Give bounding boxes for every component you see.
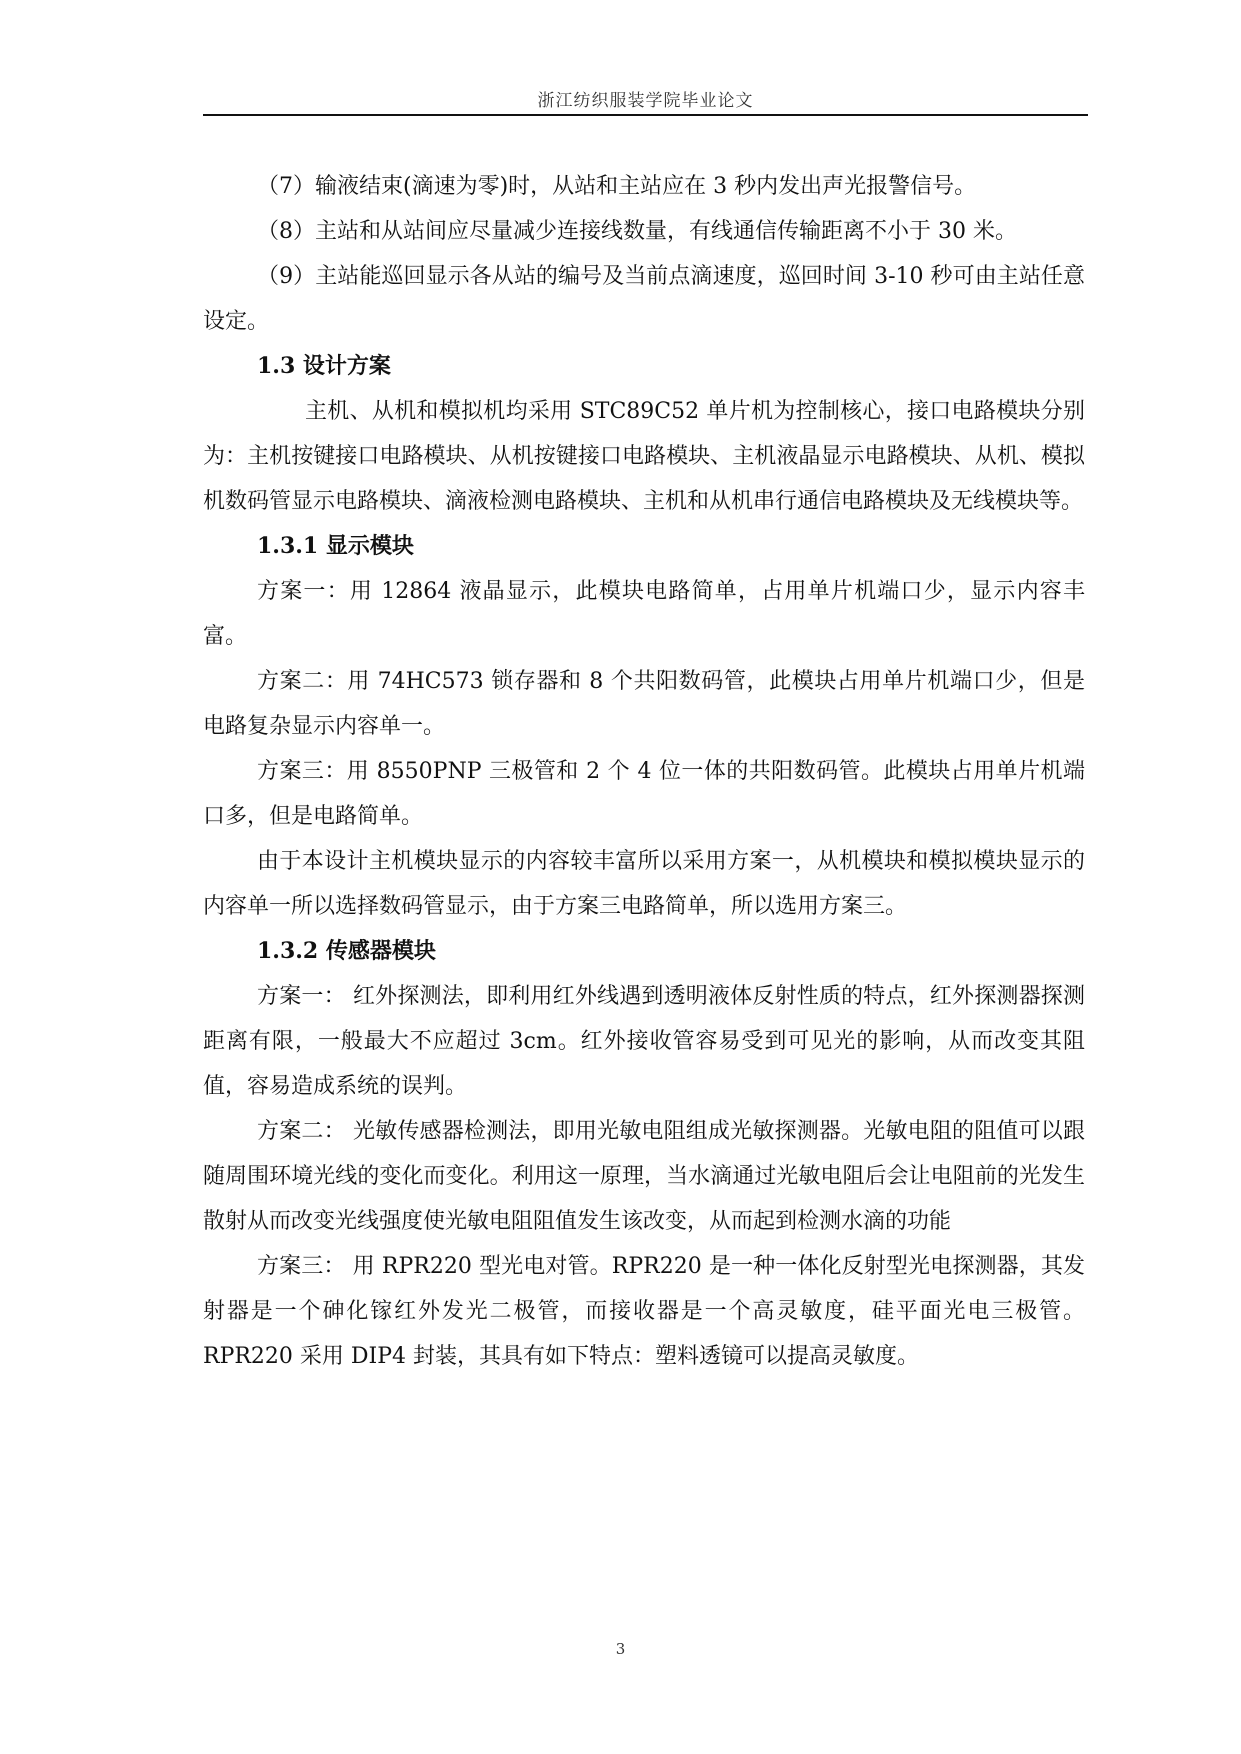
body-paragraph: （8）主站和从站间应尽量减少连接线数量，有线通信传输距离不小于 30 米。 — [257, 219, 1017, 244]
section-heading: 1.3.2 传感器模块 — [257, 938, 436, 964]
body-paragraph: 方案二：用 74HC573 锁存器和 8 个共阳数码管，此模块占用单片机端口少，但是电路复杂显示内容单一。 — [203, 669, 1085, 739]
body-paragraph: 方案二： 光敏传感器检测法，即用光敏电阻组成光敏探测器。光敏电阻的阻值可以跟随周围环境光线的变化而变化。利用这一原理，当水滴通过光敏电阻后会让电阻前的光发生散射从而改变光线强度使光敏电阻阻值发生该改变，从而起到检测水滴的功能 — [203, 1119, 1085, 1234]
body-paragraph: 由于本设计主机模块显示的内容较丰富所以采用方案一，从机模块和模拟模块显示的内容单一所以选择数码管显示，由于方案三电路简单，所以选用方案三。 — [203, 849, 1085, 919]
body-paragraph: （7）输液结束(滴速为零)时，从站和主站应在 3 秒内发出声光报警信号。 — [257, 174, 977, 199]
section-heading: 1.3.1 显示模块 — [257, 533, 414, 559]
body-text — [203, 164, 1085, 1379]
body-paragraph: 方案一： 红外探测法，即利用红外线遇到透明液体反射性质的特点，红外探测器探测距离有限，一般最大不应超过 3cm。红外接收管容易受到可见光的影响，从而改变其阻值，容易造成系统的误判。 — [203, 984, 1085, 1099]
body-paragraph: 方案一：用 12864 液晶显示，此模块电路简单，占用单片机端口少，显示内容丰富。 — [203, 579, 1085, 649]
running-header: 浙江纺织服装学院毕业论文 — [537, 91, 754, 111]
header-rule — [203, 114, 1088, 116]
body-paragraph: 方案三： 用 RPR220 型光电对管。RPR220 是一种一体化反射型光电探测器，其发射器是一个砷化镓红外发光二极管，而接收器是一个高灵敏度，硅平面光电三极管。RPR220 采用 DIP4 封装，其具有如下特点：塑料透镜可以提高灵敏度。 — [203, 1254, 1085, 1369]
body-paragraph: 主机、从机和模拟机均采用 STC89C52 单片机为控制核心，接口电路模块分别为：主机按键接口电路模块、从机按键接口电路模块、主机液晶显示电路模块、从机、模拟机数码管显示电路模块、滴液检测电路模块、主机和从机串行通信电路模块及无线模块等。 — [203, 399, 1085, 514]
section-heading: 1.3 设计方案 — [257, 353, 391, 379]
body-paragraph: 方案三：用 8550PNP 三极管和 2 个 4 位一体的共阳数码管。此模块占用单片机端口多，但是电路简单。 — [203, 759, 1085, 829]
page-number: 3 — [615, 1640, 626, 1658]
body-paragraph: （9）主站能巡回显示各从站的编号及当前点滴速度，巡回时间 3-10 秒可由主站任意设定。 — [203, 264, 1085, 334]
